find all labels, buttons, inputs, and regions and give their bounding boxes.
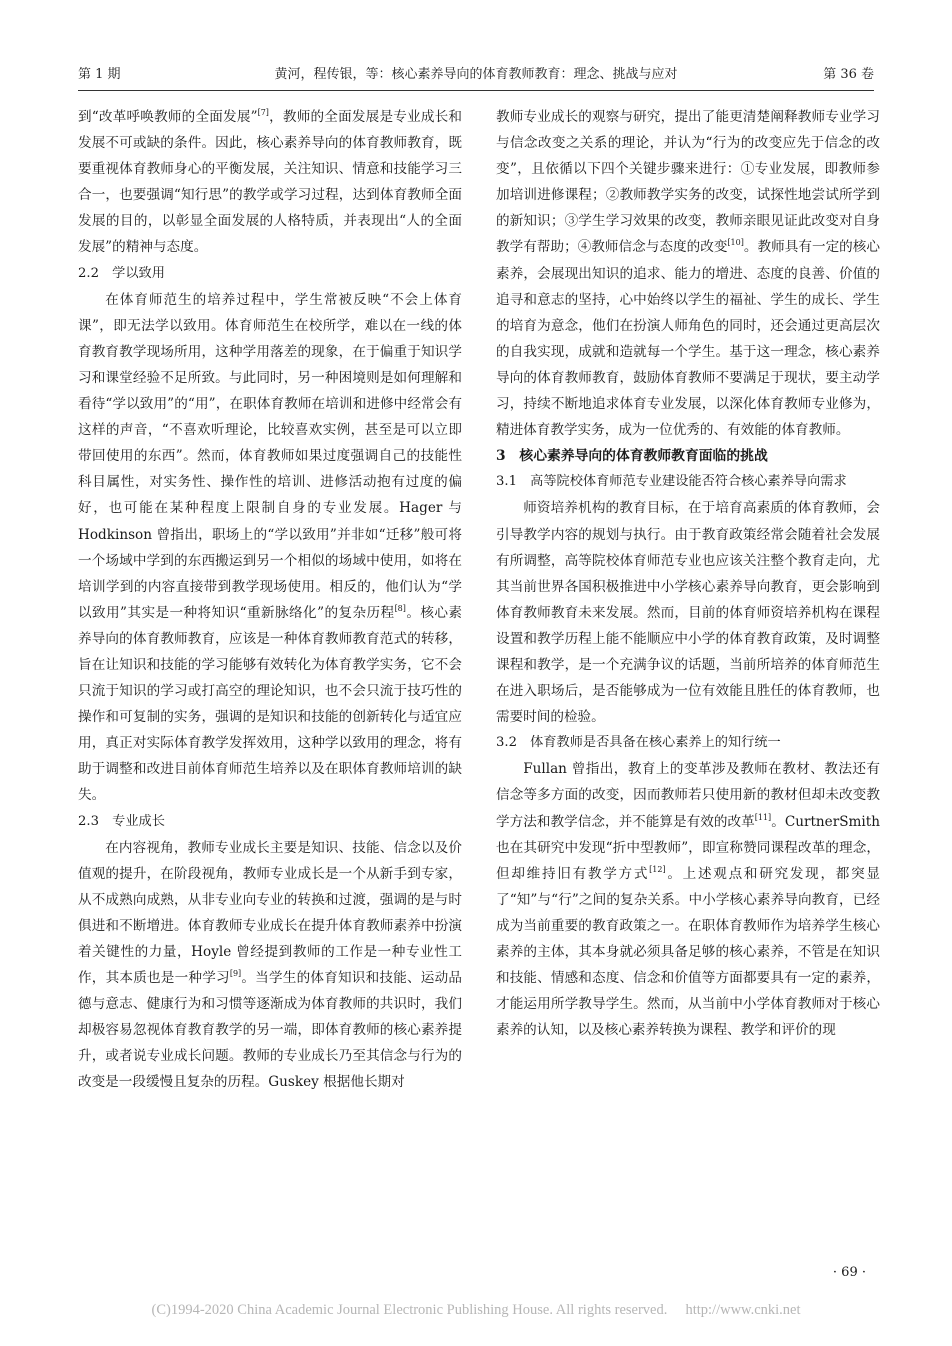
subsection-heading: 3.1 高等院校体育师范专业建设能否符合核心素养导向需求 [496, 474, 847, 490]
text: Fullan 曾指出，教育上的变革涉及教师在教材、教法还有信念等多方面的改变，因而教师若只使用新的教材但却未改变教学方法和教学信念，并不能算是有效的改革 [496, 761, 880, 830]
citation: [11] [754, 812, 772, 822]
left-column [78, 104, 462, 1254]
section-heading: 2.2 学以致用 [78, 265, 165, 281]
text: 。核心素养导向的体育教师教育，应该是一种体育教师教育范式的转移，旨在让知识和技能的学习能够有效转化为体育教学实务，它不会只流于知识的学习或打高空的理论知识，也不会只流于技巧性的操作和可复制的实务，强调的是知识和技能的创新转化与适宜应用，真正对实际体育教学发挥效用，这种学以致用的理念，将有助于调整和改进目前体育师范生培养以及在职体育教师培训的缺失。 [78, 604, 462, 804]
section-heading: 3 核心素养导向的体育教师教育面临的挑战 [496, 448, 768, 465]
subsection-heading: 3.2 体育教师是否具备在核心素养上的知行统一 [496, 735, 781, 751]
text: 在体育师范生的培养过程中，学生常被反映“不会上体育课”，即无法学以致用。体育师范生在校所学，难以在一线的体育教育教学现场所用，这种学用落差的现象，在于偏重于知识学习和课堂经验不足所致。与此同时，另一种困境则是如何理解和看待“学以致用”的“用”，在职体育教师在培训和进修中经常会有这样的声音，“不喜欢听理论，比较喜欢实例，甚至是可以立即带回使用的东西”。然而，体育教师如果过度强调自己的技能性科目属性，对实务性、操作性的培训、进修活动抱有过度的偏好，也可能在某种程度上限制自身的专业发展。Hager 与 Hodkinson 曾指出，职场上的“学以致用”并非如“迁移”般可将一个场域中学到的东西搬运到另一个相似的场域中使用，如将在培训学到的内容直接带到教学现场使用。相反的，他们认为“学以致用”其实是一种将知识“重新脉络化”的复杂历程 [78, 291, 462, 621]
text: 。上述观点和研究发现，都突显了“知”与“行”之间的复杂关系。中小学核心素养导向教育，已经成为当前重要的教育政策之一。在职体育教师作为培养学生核心素养的主体，其本身就必须具备足够的核心素养，不管是在知识和技能、情感和态度、信念和价值等方面都要具有一定的素养，才能运用所学教导学生。然而，从当前中小学体育教师对于核心素养的认知，以及核心素养转换为课程、教学和评价的现 [496, 865, 880, 1039]
citation: [9] [229, 969, 242, 979]
paragraph [78, 287, 462, 809]
section-heading: 2.3 专业成长 [78, 813, 165, 829]
paragraph [78, 104, 462, 261]
header-rule [78, 90, 874, 91]
text: 。当学生的体育知识和技能、运动品德与意志、健康行为和习惯等逐渐成为体育教师的共识时，我们却极容易忽视体育教育教学的另一端，即体育教师的核心素养提升，或者说专业成长问题。教师的专业成长乃至其信念与行为的改变是一段缓慢且复杂的历程。Guskey 根据他长期对 [78, 970, 462, 1091]
text: ，教师的全面发展是专业成长和发展不可或缺的条件。因此，核心素养导向的体育教师教育，既要重视体育教师身心的平衡发展，关注知识、情意和技能学习三合一，也要强调“知行思”的教学或学习过程，达到体育教师全面发展的目的，以彰显全面发展的人格特质，并表现出“人的全面发展”的精神与态度。 [78, 109, 462, 256]
paragraph [78, 835, 462, 1096]
right-column [496, 104, 880, 1254]
paragraph: 师资培养机构的教育目标，在于培育高素质的体育教师，会引导教学内容的规划与执行。由于教育政策经常会随着社会发展有所调整，高等院校体育师范专业也应该关注整个教育走向，尤其当前世界各国积极推进中小学核心素养导向教育，更会影响到体育教师教育未来发展。然而，目前的体育师资培养机构在课程设置和教学历程上能不能顺应中小学的体育教育政策，及时调整课程和教学，是一个充满争议的话题，当前所培养的体育师范生在进入职场后，是否能够成为一位有效能且胜任的体育教师，也需要时间的检验。 [496, 500, 880, 726]
citation: [10] [727, 238, 744, 248]
copyright-footer: (C)1994-2020 China Academic Journal Electronic Publishing House. All rights reserved. http://www.cnki.net [151, 1302, 801, 1318]
volume-number: 第 36 卷 [823, 67, 874, 82]
citation: [12] [649, 864, 666, 874]
running-header [78, 64, 874, 86]
page-number: · 69 · [832, 1265, 866, 1280]
text: 。CurtnerSmith 也在其研究中发现“折中型教师”，即宣称赞同课程改革的理念，但却维持旧有教学方式 [496, 813, 880, 882]
text: 在内容视角，教师专业成长主要是知识、技能、信念以及价值观的提升，在阶段视角，教师专业成长是一个从新手到专家，从不成熟向成熟，从非专业向专业的转换和过渡，强调的是与时俱进和不断增进。体育教师专业成长在提升体育教师素养中扮演着关键性的力量，Hoyle 曾经提到教师的工作是一种专业性工作，其本质也是一种学习 [78, 839, 462, 987]
citation: [8] [394, 603, 406, 613]
running-title: 黄河，程传银，等：核心素养导向的体育教师教育：理念、挑战与应对 [274, 67, 678, 82]
paragraph [496, 104, 880, 443]
text: 教师专业成长的观察与研究，提出了能更清楚阐释教师专业学习与信念改变之关系的理论，并认为“行为的改变应先于信念的改变”，且依循以下四个关键步骤来进行：①专业发展，即教师参加培训进修课程；②教师教学实务的改变，试探性地尝试所学到的新知识；③学生学习效果的改变，教师亲眼见证此改变对自身教学有帮助；④教师信念与态度的改变 [496, 109, 880, 256]
text: 到“改革呼唤教师的全面发展” [78, 109, 258, 125]
citation: [7] [257, 108, 269, 117]
paragraph [496, 756, 880, 1043]
text: 。教师具有一定的核心素养，会展现出知识的追求、能力的增进、态度的良善、价值的追寻和意志的坚持，心中始终以学生的福祉、学生的成长、学生的培育为意念，他们在扮演人师角色的同时，还会通过更高层次的自我实现，成就和造就每一个学生。基于这一理念，核心素养导向的体育教师教育，鼓励体育教师不要满足于现状，要主动学习，持续不断地追求体育专业发展，以深化体育教师专业修为，精进体育教学实务，成为一位优秀的、有效能的体育教师。 [496, 239, 880, 439]
issue-number: 第 1 期 [78, 67, 121, 82]
